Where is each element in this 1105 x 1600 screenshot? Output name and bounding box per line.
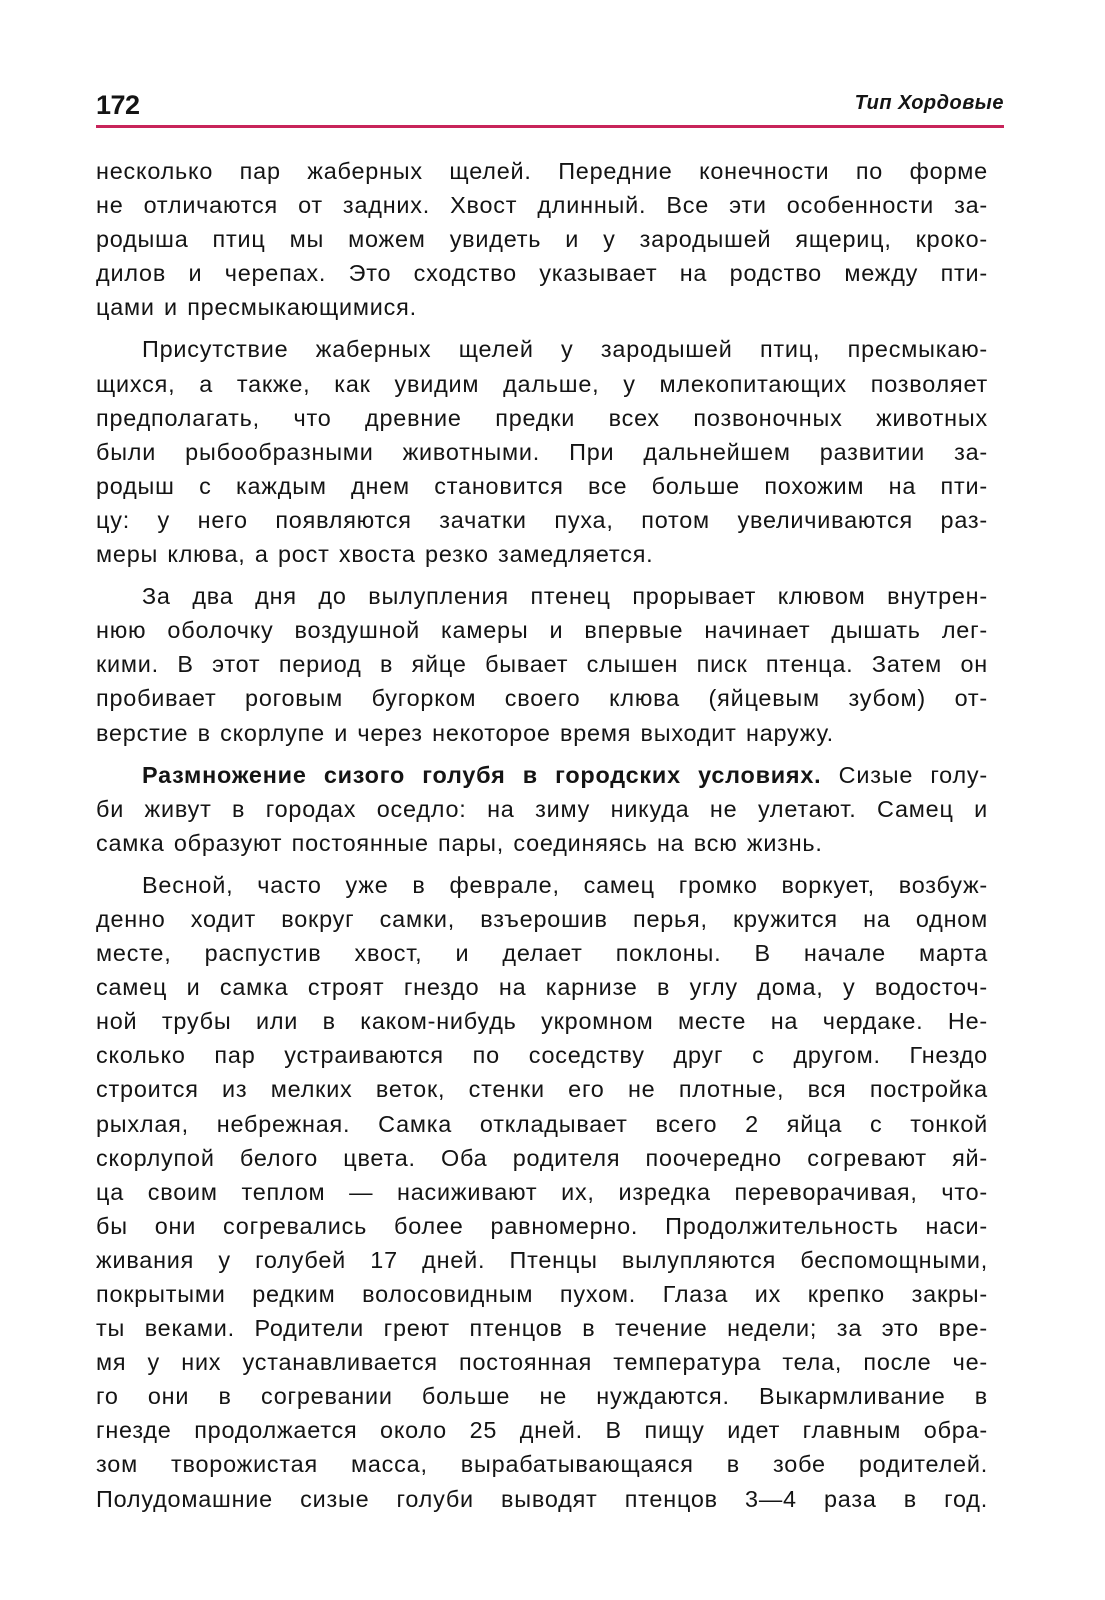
text-line: би живут в городах оседло: на зиму никуда не улетают. Самец и [96, 795, 988, 822]
text-line [96, 758, 988, 792]
text-line: предполагать, что древние предки всех позвоночных животных [96, 404, 988, 431]
text-line: гнезде продолжается около 25 дней. В пищу идет главным обра- [96, 1417, 988, 1444]
text-line: родыш с каждым днем становится все больше похожим на пти- [96, 472, 988, 499]
paragraph [96, 579, 988, 749]
text-line: строится из мелких веток, стенки его не плотные, вся постройка [96, 1076, 988, 1103]
text-line: дилов и черепах. Это сходство указывает на родство между пти- [96, 260, 988, 287]
text-line: ты веками. Родители греют птенцов в течение недели; за это вре- [96, 1315, 988, 1342]
paragraph [96, 868, 988, 1516]
text-line: рыхлая, небрежная. Самка откладывает всего 2 яйца с тонкой [96, 1110, 988, 1137]
text-line: пробивает роговым бугорком своего клюва (яйцевым зубом) от- [96, 685, 988, 712]
text-line: го они в согревании больше не нуждаются. Выкармливание в [96, 1383, 988, 1410]
paragraph [96, 332, 988, 571]
text-line: щихся, а также, как увидим дальше, у млекопитающих позволяет [96, 370, 988, 397]
text-fragment: Сизые голу- [821, 761, 988, 788]
text-line: не отличаются от задних. Хвост длинный. Все эти особенности за- [96, 192, 988, 219]
text-line: кими. В этот период в яйце бывает слышен писк птенца. Затем он [96, 651, 988, 678]
paragraph [96, 758, 988, 860]
page-header [96, 88, 1004, 128]
text-line: самец и самка строят гнездо на карнизе в углу дома, у водосточ- [96, 974, 988, 1001]
text-line: покрытыми редким волосовидным пухом. Глаза их крепко закры- [96, 1281, 988, 1307]
text-line: верстие в скорлупе и через некоторое время выходит наружу. [96, 719, 834, 746]
text-line: несколько пар жаберных щелей. Передние конечности по форме [96, 158, 988, 184]
page-number: 172 [96, 90, 140, 120]
text-line: нюю оболочку воздушной камеры и впервые начинает дышать лег- [96, 617, 988, 644]
text-line: были рыбообразными животными. При дальнейшем развитии за- [96, 438, 988, 465]
text-line: Весной, часто уже в феврале, самец громко воркует, возбуж- [142, 871, 988, 898]
text-line: Присутствие жаберных щелей у зародышей птиц, пресмыкаю- [142, 336, 988, 363]
running-head: Тип Хордовые [854, 92, 1004, 114]
text-line: самка образуют постоянные пары, соединяясь на всю жизнь. [96, 829, 823, 856]
text-line: зом творожистая масса, вырабатывающаяся в зобе родителей. [96, 1451, 988, 1478]
text-line: цами и пресмыкающимися. [96, 294, 417, 321]
text-line: сколько пар устраиваются по соседству друг с другом. Гнездо [96, 1042, 988, 1069]
text-line: денно ходит вокруг самки, взъерошив перья, кружится на одном [96, 905, 988, 932]
text-line: скорлупой белого цвета. Оба родителя поочередно согревают яй- [96, 1144, 988, 1171]
text-line: меры клюва, а рост хвоста резко замедляется. [96, 541, 654, 568]
text-line: родыша птиц мы можем увидеть и у зародышей ящериц, кроко- [96, 226, 988, 253]
text-line: ца своим теплом — насиживают их, изредка переворачивая, что- [96, 1178, 988, 1205]
header-rule [96, 125, 1004, 128]
text-line: месте, распустив хвост, и делает поклоны. В начале марта [96, 940, 988, 967]
text-line: Полудомашние сизые голуби выводят птенцов 3—4 раза в год. [96, 1485, 988, 1512]
text-line: бы они согревались более равномерно. Продолжительность наси- [96, 1212, 988, 1239]
text-line: ной трубы или в каком-нибудь укромном месте на чердаке. Не- [96, 1008, 988, 1035]
text-line: мя у них устанавливается постоянная температура тела, после че- [96, 1349, 988, 1376]
text-line: За два дня до вылупления птенец прорывает клювом внутрен- [142, 583, 988, 610]
paragraph [96, 154, 988, 324]
body-text [96, 154, 988, 1516]
text-line: живания у голубей 17 дней. Птенцы вылупляются беспомощными, [96, 1246, 988, 1273]
section-heading: Размножение сизого голубя в городских условиях. [142, 761, 822, 788]
text-line: цу: у него появляются зачатки пуха, потом увеличиваются раз- [96, 506, 988, 533]
